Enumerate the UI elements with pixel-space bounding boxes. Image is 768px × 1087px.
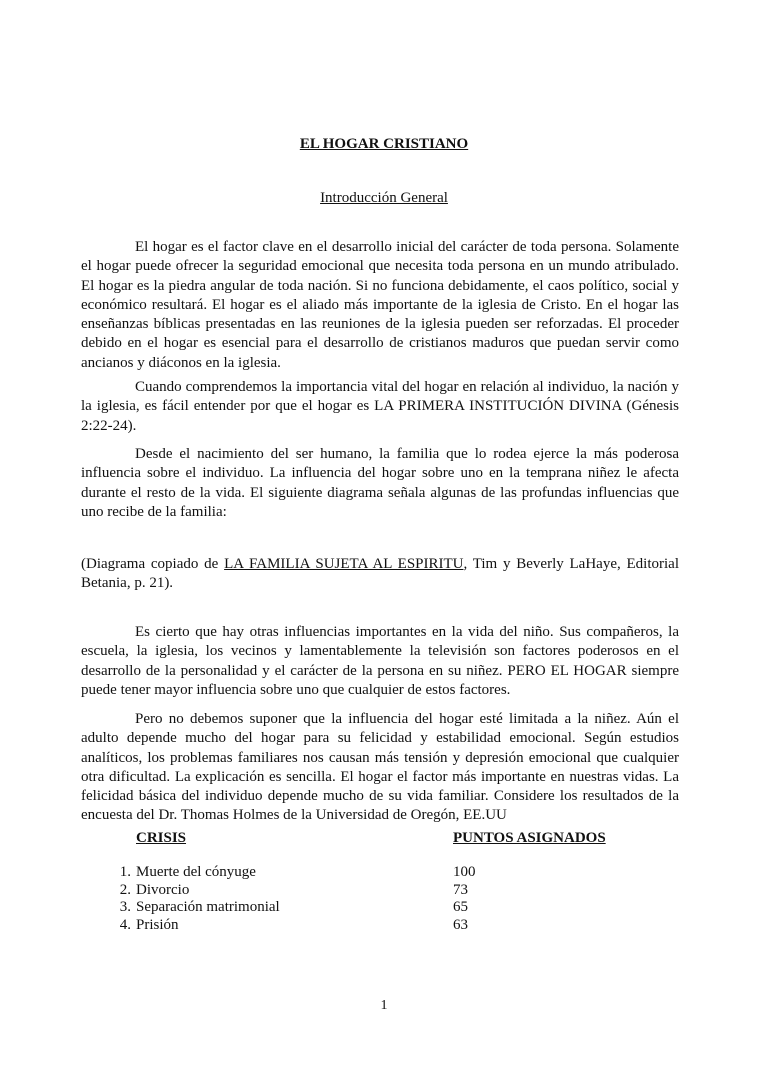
paragraph-influence [81, 445, 679, 522]
paragraph-intro [81, 238, 679, 373]
list-item [103, 899, 623, 917]
list-item-points: 65 [453, 899, 468, 915]
diagram-citation [81, 555, 679, 594]
list-item-number: 3. [119, 899, 131, 915]
document-subtitle: Introducción General [320, 190, 448, 206]
list-item [103, 917, 623, 935]
points-column-header: PUNTOS ASIGNADOS [453, 830, 606, 846]
citation-suffix: , Tim y Beverly LaHaye, Editorial Betania, p. 21). [81, 556, 679, 592]
page-number: 1 [380, 998, 388, 1013]
paragraph-1-text: El hogar es el factor clave en el desarrollo inicial del carácter de toda persona. Solamente el hogar puede ofrecer la seguridad emocional que necesita toda persona en un mundo atribulado. El hogar es la piedra angular de toda nación. Si no funciona debidamente, el caos político, social y económico resultará. El hogar es el aliado más importante de la iglesia de Cristo. En el hogar las enseñanzas bíblicas presentadas en las reuniones de la iglesia pueden ser reforzadas. El proceder debido en el hogar es esencial para el desarrollo de cristianos maduros que puedan servir como ancianos y diáconos en la iglesia. [81, 239, 679, 371]
list-item-number: 1. [119, 864, 131, 880]
list-item [103, 882, 623, 900]
paragraph-2-text: Cuando comprendemos la importancia vital del hogar en relación al individuo, la nación y la iglesia, es fácil entender por que el hogar es LA PRIMERA INSTITUCIÓN DIVINA (Génesis 2:22-24). [81, 379, 679, 434]
list-item-crisis: Muerte del cónyuge [136, 864, 256, 880]
list-item [103, 864, 623, 882]
paragraph-importance [81, 378, 679, 436]
crisis-list [103, 864, 623, 934]
list-item-number: 2. [119, 881, 131, 898]
list-item-crisis: Prisión [136, 916, 179, 933]
list-item-points: 100 [453, 864, 476, 880]
list-item-points: 73 [453, 881, 468, 898]
list-item-number: 4. [119, 916, 131, 933]
paragraph-5-text: Es cierto que hay otras influencias importantes en la vida del niño. Sus compañeros, la escuela, la iglesia, los vecinos y lamentablemente la televisión son factores poderosos en el desarrollo de la personalidad y el carácter de la persona en su niñez. PERO EL HOGAR siempre puede tener mayor influencia sobre uno que cualquier de estos factores. [81, 624, 679, 698]
paragraph-3-text: Desde el nacimiento del ser humano, la familia que lo rodea ejerce la más poderosa influencia sobre el individuo. La influencia del hogar sobre uno en la temprana niñez le afecta durante el resto de la vida. El siguiente diagrama señala algunas de las profundas influencias que uno recibe de la familia: [81, 446, 679, 520]
citation-book-title: LA FAMILIA SUJETA AL ESPIRITU [224, 556, 464, 572]
list-item-crisis: Divorcio [136, 881, 190, 898]
list-item-crisis: Separación matrimonial [136, 899, 280, 915]
citation-text [81, 555, 679, 594]
list-item-points: 63 [453, 916, 468, 933]
paragraph-6-text: Pero no debemos suponer que la influencia del hogar esté limitada a la niñez. Aún el adulto depende mucho del hogar para su felicidad y estabilidad emocional. Según estudios analíticos, los problemas familiares nos causan más tensión y depresión emocional que cualquier otra dificultad. La explicación es sencilla. El hogar el factor más importante en nuestras vidas. La felicidad básica del individuo depende mucho de su vida familiar. Considere los resultados de la encuesta del Dr. Thomas Holmes de la Universidad de Oregón, EE.UU [81, 711, 679, 824]
paragraph-other-influences [81, 623, 679, 700]
citation-prefix: (Diagrama copiado de [81, 556, 225, 572]
document-title: EL HOGAR CRISTIANO [299, 136, 469, 152]
paragraph-adult-influence [81, 710, 679, 826]
crisis-column-header: CRISIS [136, 830, 187, 846]
